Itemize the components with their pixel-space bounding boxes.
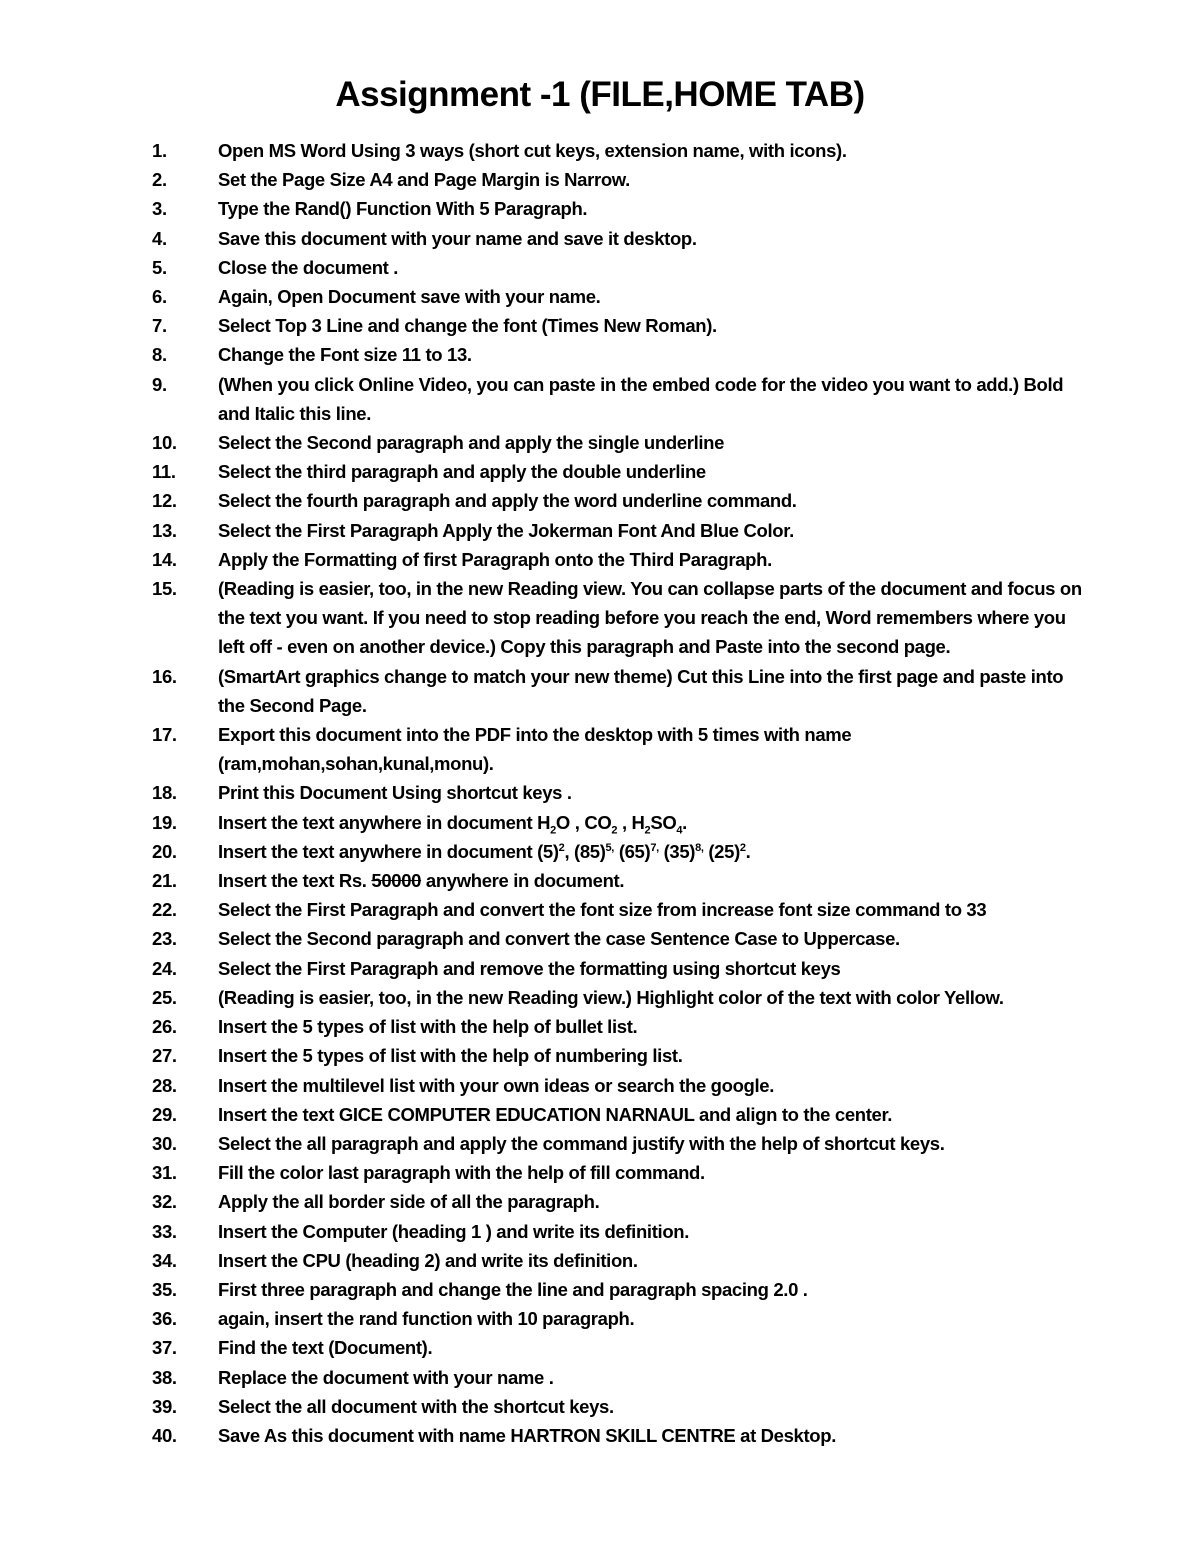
item-text: Again, Open Document save with your name. <box>218 286 601 308</box>
list-item <box>150 1187 1085 1216</box>
item-number: 34. <box>152 1249 177 1271</box>
item-text: Select the First Paragraph and remove the formatting using shortcut keys <box>218 957 841 979</box>
list-item <box>150 1333 1085 1362</box>
item-number: 27. <box>152 1045 177 1067</box>
assignment-list <box>150 136 1085 1450</box>
item-text-strikethrough: Insert the text Rs. 50000 anywhere in document. <box>218 870 625 892</box>
item-number: 17. <box>152 724 177 746</box>
item-number: 3. <box>152 198 167 220</box>
item-text: Select the First Paragraph Apply the Jokerman Font And Blue Color. <box>218 519 794 541</box>
item-number: 35. <box>152 1278 177 1300</box>
item-text: (When you click Online Video, you can paste in the embed code for the video you want to add.) Bold and Italic this line. <box>218 373 1064 424</box>
list-item <box>150 428 1085 457</box>
item-number: 37. <box>152 1337 177 1359</box>
list-item <box>150 924 1085 953</box>
item-number: 30. <box>152 1132 177 1154</box>
item-number: 15. <box>152 578 177 600</box>
item-number: 31. <box>152 1162 177 1184</box>
list-item <box>150 282 1085 311</box>
item-number: 28. <box>152 1074 177 1096</box>
item-number: 38. <box>152 1366 177 1388</box>
item-text: Close the document . <box>218 256 399 278</box>
list-item <box>150 370 1085 428</box>
list-item <box>150 1275 1085 1304</box>
list-item <box>150 1129 1085 1158</box>
item-text: Select the Second paragraph and apply the single underline <box>218 432 725 454</box>
item-text: Type the Rand() Function With 5 Paragraph. <box>218 198 588 220</box>
list-item <box>150 954 1085 983</box>
list-item <box>150 574 1085 662</box>
list-item <box>150 1012 1085 1041</box>
item-text: Insert the 5 types of list with the help of bullet list. <box>218 1016 638 1038</box>
item-text: Set the Page Size A4 and Page Margin is Narrow. <box>218 169 630 191</box>
list-item <box>150 983 1085 1012</box>
list-item <box>150 516 1085 545</box>
list-item <box>150 1392 1085 1421</box>
item-text-chemical: Insert the text anywhere in document $H_2O$ , $CO_2$ , $H_2SO_4$. <box>218 811 687 837</box>
item-number: 7. <box>152 315 167 337</box>
item-number: 1. <box>152 140 167 161</box>
item-number: 9. <box>152 373 167 395</box>
item-number: 6. <box>152 286 167 308</box>
item-number: 23. <box>152 928 177 950</box>
item-number: 20. <box>152 840 177 862</box>
item-number: 16. <box>152 665 177 687</box>
item-text: (SmartArt graphics change to match your new theme) Cut this Line into the first page and paste into the Second Page. <box>218 665 1064 716</box>
item-number: 14. <box>152 548 177 570</box>
item-text: Select the all document with the shortcut keys. <box>218 1395 614 1417</box>
item-number: 11. <box>152 461 176 483</box>
list-item <box>150 136 1085 165</box>
item-number: 4. <box>152 227 167 249</box>
item-number: 24. <box>152 957 177 979</box>
item-number: 19. <box>152 811 177 833</box>
list-item <box>150 253 1085 282</box>
list-item <box>150 1304 1085 1333</box>
list-item <box>150 457 1085 486</box>
list-item <box>150 1158 1085 1187</box>
item-text: Select the fourth paragraph and apply the word underline command. <box>218 490 797 512</box>
item-text: (Reading is easier, too, in the new Reading view. You can collapse parts of the document and focus on the text you want. If you need to stop reading before you reach the end, Word remembers where you left off - even on another device.) Copy this paragraph and Paste into the second page. <box>218 578 1082 658</box>
item-text: Insert the text GICE COMPUTER EDUCATION NARNAUL and align to the center. <box>218 1103 893 1125</box>
item-text: Apply the Formatting of first Paragraph onto the Third Paragraph. <box>218 548 772 570</box>
item-text: Insert the Computer (heading 1 ) and write its definition. <box>218 1220 690 1242</box>
item-number: 10. <box>152 432 177 454</box>
list-item <box>150 165 1085 194</box>
item-text: Export this document into the PDF into the desktop with 5 times with name (ram,mohan,sohan,kunal,monu). <box>218 724 852 775</box>
item-text: Select the third paragraph and apply the double underline <box>218 461 706 483</box>
item-number: 33. <box>152 1220 177 1242</box>
item-text: Insert the CPU (heading 2) and write its definition. <box>218 1249 638 1271</box>
list-item <box>150 194 1085 223</box>
item-number: 2. <box>152 169 167 191</box>
item-number: 13. <box>152 519 177 541</box>
list-item <box>150 808 1085 837</box>
item-number: 18. <box>152 782 177 804</box>
item-number: 25. <box>152 986 177 1008</box>
struck-amount: 50000 <box>371 870 422 892</box>
item-text: Replace the document with your name . <box>218 1366 554 1388</box>
list-item <box>150 224 1085 253</box>
item-number: 12. <box>152 490 177 512</box>
item-text: Select the Second paragraph and convert the case Sentence Case to Uppercase. <box>218 928 900 950</box>
list-item <box>150 720 1085 778</box>
item-number: 21. <box>152 870 177 892</box>
list-item <box>150 1421 1085 1450</box>
item-text: Find the text (Document). <box>218 1337 433 1359</box>
item-text: Apply the all border side of all the paragraph. <box>218 1191 600 1213</box>
item-text: Save As this document with name HARTRON SKILL CENTRE at Desktop. <box>218 1424 837 1446</box>
list-item <box>150 545 1085 574</box>
item-text: Save this document with your name and save it desktop. <box>218 227 697 249</box>
item-text: again, insert the rand function with 10 paragraph. <box>218 1308 635 1330</box>
item-text: Fill the color last paragraph with the help of fill command. <box>218 1162 705 1184</box>
list-item <box>150 1246 1085 1275</box>
item-number: 39. <box>152 1395 177 1417</box>
item-text: Insert the 5 types of list with the help of numbering list. <box>218 1045 683 1067</box>
item-number: 8. <box>152 344 167 366</box>
item-text: Change the Font size 11 to 13. <box>218 344 472 366</box>
list-item <box>150 662 1085 720</box>
list-item <box>150 340 1085 369</box>
item-text: Select Top 3 Line and change the font (Times New Roman). <box>218 315 717 337</box>
page-title: Assignment -1 (FILE,HOME TAB) <box>335 75 865 114</box>
item-number: 5. <box>152 256 167 278</box>
list-item <box>150 1071 1085 1100</box>
item-text: Print this Document Using shortcut keys . <box>218 782 572 804</box>
item-text-powers: Insert the text anywhere in document $(5)^2$, $(85)^{5,}$ $(65)^{7,}$ $(35)^{8,}$ $(25)^2$. <box>218 840 751 862</box>
list-item <box>150 1041 1085 1070</box>
item-number: 36. <box>152 1308 177 1330</box>
item-number: 32. <box>152 1191 177 1213</box>
item-number: 22. <box>152 899 177 921</box>
item-number: 26. <box>152 1016 177 1038</box>
item-text: (Reading is easier, too, in the new Reading view.) Highlight color of the text with color Yellow. <box>218 986 1004 1008</box>
item-text: Select the all paragraph and apply the command justify with the help of shortcut keys. <box>218 1132 945 1154</box>
item-number: 29. <box>152 1103 177 1125</box>
list-item <box>150 1100 1085 1129</box>
list-item <box>150 895 1085 924</box>
list-item <box>150 311 1085 340</box>
item-text: Select the First Paragraph and convert the font size from increase font size command to 33 <box>218 899 987 921</box>
list-item <box>150 486 1085 515</box>
list-item <box>150 866 1085 895</box>
item-text: Open MS Word Using 3 ways (short cut keys, extension name, with icons). <box>218 140 847 161</box>
list-item <box>150 778 1085 807</box>
list-item <box>150 837 1085 866</box>
list-item <box>150 1217 1085 1246</box>
item-text: First three paragraph and change the line and paragraph spacing 2.0 . <box>218 1278 808 1300</box>
item-text: Insert the multilevel list with your own ideas or search the google. <box>218 1074 774 1096</box>
list-item <box>150 1363 1085 1392</box>
item-number: 40. <box>152 1424 177 1446</box>
